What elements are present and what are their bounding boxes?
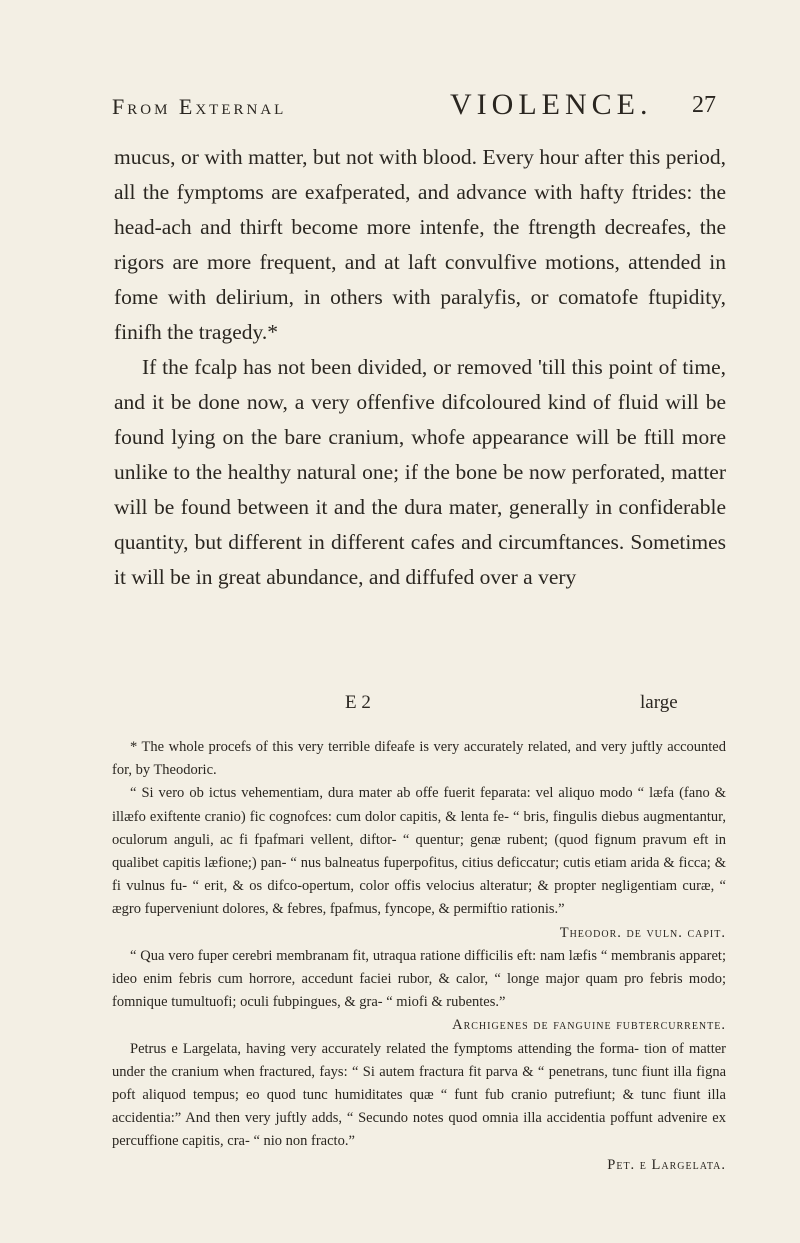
running-header xyxy=(112,88,732,128)
footnote-source-largelata: Pet. e Largelata. xyxy=(607,1156,726,1173)
signature-mark: E 2 xyxy=(345,692,371,713)
footnote-source-theodoric: Theodor. de vuln. capit. xyxy=(559,924,726,941)
header-left: From External xyxy=(112,94,287,119)
footnote-intro: * The whole procefs of this very terrible difeafe is very accurately related, and very juftly accounted for, by Theodoric. xyxy=(112,739,726,779)
footnotes xyxy=(112,736,726,1177)
paragraph-2: If the fcalp has not been divided, or removed 'till this point of time, and it be done now, a very offenfive difcoloured kind of fluid will be found lying on the bare cranium, whofe appearance will be ftill more unlike to the healthy natural one; if the bone be now perforated, matter will be found between it and the dura mater, generally in confiderable quantity, but different in different cafes and circumftances. Sometimes it will be in great abundance, and diffufed over a very xyxy=(114,355,726,589)
header-title: VIOLENCE. xyxy=(450,88,653,121)
footnote-source-archigenes: Archigenes de fanguine fubtercurrente. xyxy=(452,1017,726,1034)
footnote-quote-theodoric: “ Si vero ob ictus vehementiam, dura mater ab offe fuerit feparata: vel aliquo modo “ læfa (fano & illæfo exiftente cranio) fic cognofces: cum dolor capitis, & lenta fe- “ bris, fingulis diebus augmentantur, oculorum anguli, ac fi fpafmari vellent, diftor- “ quentur; genæ rubent; (quod fignum pravum eft in qualibet capitis læfione;) pan- “ nus balneatus fuperpofitus, citius deficcatur; cutis etiam arida & ficca; & fi vulnus fu- “ erit, & os difco-opertum, color offis velocius alteratur; & propter negligentiam curæ, “ ægro fuperveniunt dolores, & febres, fpafmus, fyncope, & permiftio rationis.” xyxy=(112,785,726,918)
footnote-quote-archigenes: “ Qua vero fuper cerebri membranam fit, utraqua ratione difficilis eft: nam læfis “ membranis apparet; ideo enim febris cum horrore, accedunt faciei rubor, & calor, “ longe major quam pro febris modo; fomnique tumultuofi; oculi fubpingues, & gra- “ miofi & rubentes.” xyxy=(112,947,726,1011)
footnote-quote-largelata: Petrus e Largelata, having very accurately related the fymptoms attending the forma- tion of matter under the cranium when fractured, fays: “ Si autem fractura fit parva & “ penetrans, tunc fiunt illa figna poft aliquod tempus; eo quod tunc humiditates quæ “ funt fub cranio putrefiunt; & tunc fiunt illa accidentia:” And then very juftly adds, “ Secundo notes quod omnia illa accidentia poffunt advenire ex percuffione capitis, cra- “ nio non fracto.” xyxy=(112,1040,726,1150)
catchword: large xyxy=(640,692,678,713)
paragraph-1: mucus, or with matter, but not with blood. Every hour after this period, all the fymptoms are exafperated, and advance with hafty ftrides: the head-ach and thirft become more intenfe, the ftrength decreafes, the rigors are more frequent, and at laft convulfive motions, attended in fome with delirium, in others with paralyfis, or comatofe ftupidity, finifh the tragedy.* xyxy=(114,145,726,344)
main-text xyxy=(114,140,726,595)
page-number: 27 xyxy=(692,92,716,118)
